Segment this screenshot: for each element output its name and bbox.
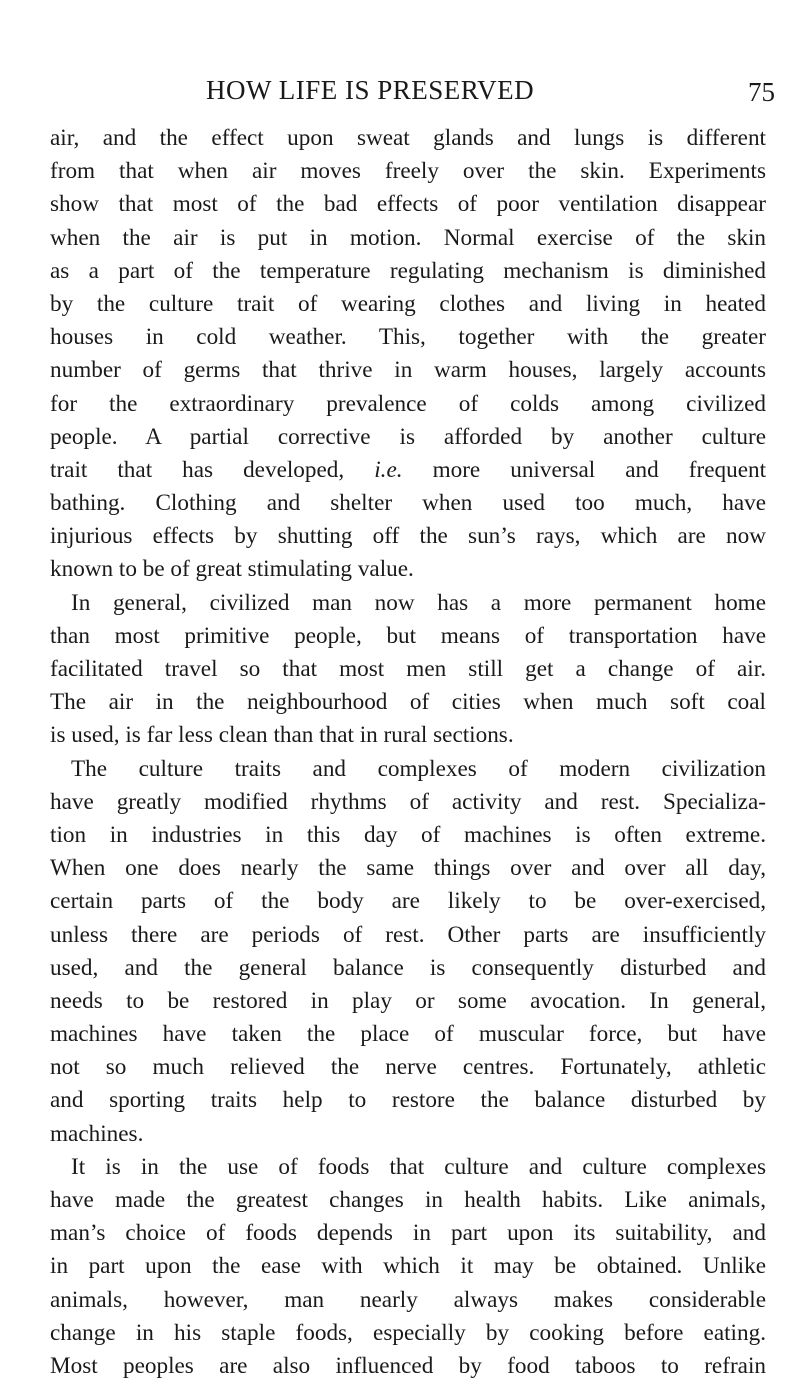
page-number: 75: [748, 77, 775, 107]
body-text: [50, 122, 766, 1383]
text-line: tion in industries in this day of machines is often extreme.: [50, 821, 766, 848]
text-line: when the air is put in motion. Normal exercise of the skin: [50, 224, 766, 251]
paragraph-end-line: machines.: [50, 1120, 144, 1147]
text-line: in part upon the ease with which it may be obtained. Unlike: [50, 1253, 766, 1280]
text-line: than most primitive people, but means of transportation have: [50, 622, 766, 649]
text-line: machines have taken the place of muscular force, but have: [50, 1021, 766, 1048]
paragraph-start-line: In general, civilized man now has a more permanent home: [71, 589, 766, 616]
text-line: people. A partial corrective is afforded by another culture: [50, 423, 766, 450]
text-line: as a part of the temperature regulating mechanism is diminished: [50, 257, 766, 284]
text-line: animals, however, man nearly always makes considerable: [50, 1286, 766, 1313]
text-line: The air in the neighbourhood of cities when much soft coal: [50, 689, 766, 716]
text-line: needs to be restored in play or some avocation. In general,: [50, 987, 766, 1014]
text-line: have made the greatest changes in health habits. Like animals,: [50, 1187, 766, 1213]
text-line: have greatly modified rhythms of activity and rest. Specializa-: [50, 788, 766, 815]
text-line: When one does nearly the same things over and over all day,: [50, 855, 766, 882]
paragraph-end-line: known to be of great stimulating value.: [50, 556, 414, 583]
text-segment: trait that has developed,: [50, 456, 345, 483]
running-title: HOW LIFE IS PRESERVED: [206, 75, 535, 105]
text-line: injurious effects by shutting off the sun’s rays, which are now: [50, 523, 766, 550]
italic-abbreviation: i.e.: [374, 456, 403, 483]
text-line: by the culture trait of wearing clothes and living in heated: [50, 290, 766, 317]
text-line: certain parts of the body are likely to be over-exercised,: [50, 888, 766, 915]
text-line-mixed: [50, 454, 766, 487]
text-line: man’s choice of foods depends in part upon its suitability, and: [50, 1220, 766, 1247]
text-line: change in his staple foods, especially by cooking before eating.: [50, 1319, 766, 1346]
text-line: unless there are periods of rest. Other parts are insufficiently: [50, 921, 766, 948]
text-line: show that most of the bad effects of poor ventilation disappear: [50, 191, 766, 218]
text-line: number of germs that thrive in warm houses, largely accounts: [50, 357, 766, 384]
text-line: bathing. Clothing and shelter when used too much, have: [50, 490, 766, 517]
text-line: and sporting traits help to restore the balance disturbed by: [50, 1087, 766, 1114]
text-line: for the extraordinary prevalence of colds among civilized: [50, 390, 766, 417]
text-line: not so much relieved the nerve centres. Fortunately, athletic: [50, 1054, 766, 1081]
text-line: used, and the general balance is consequently disturbed and: [50, 954, 766, 981]
paragraph-start-line: The culture traits and complexes of modern civilization: [71, 755, 766, 782]
text-line: air, and the effect upon sweat glands and lungs is different: [50, 125, 766, 151]
text-line: Most peoples are also influenced by food taboos to refrain: [50, 1352, 766, 1379]
running-head: [0, 72, 800, 108]
paragraph-end-line: is used, is far less clean than that in rural sections.: [50, 722, 514, 749]
paragraph-start-line: It is in the use of foods that culture and culture complexes: [71, 1153, 766, 1180]
text-segment: more universal and frequent: [432, 456, 767, 483]
text-line: facilitated travel so that most men still get a change of air.: [50, 656, 766, 682]
text-line: from that when air moves freely over the skin. Experiments: [50, 158, 766, 185]
text-line: houses in cold weather. This, together with the greater: [50, 324, 766, 351]
